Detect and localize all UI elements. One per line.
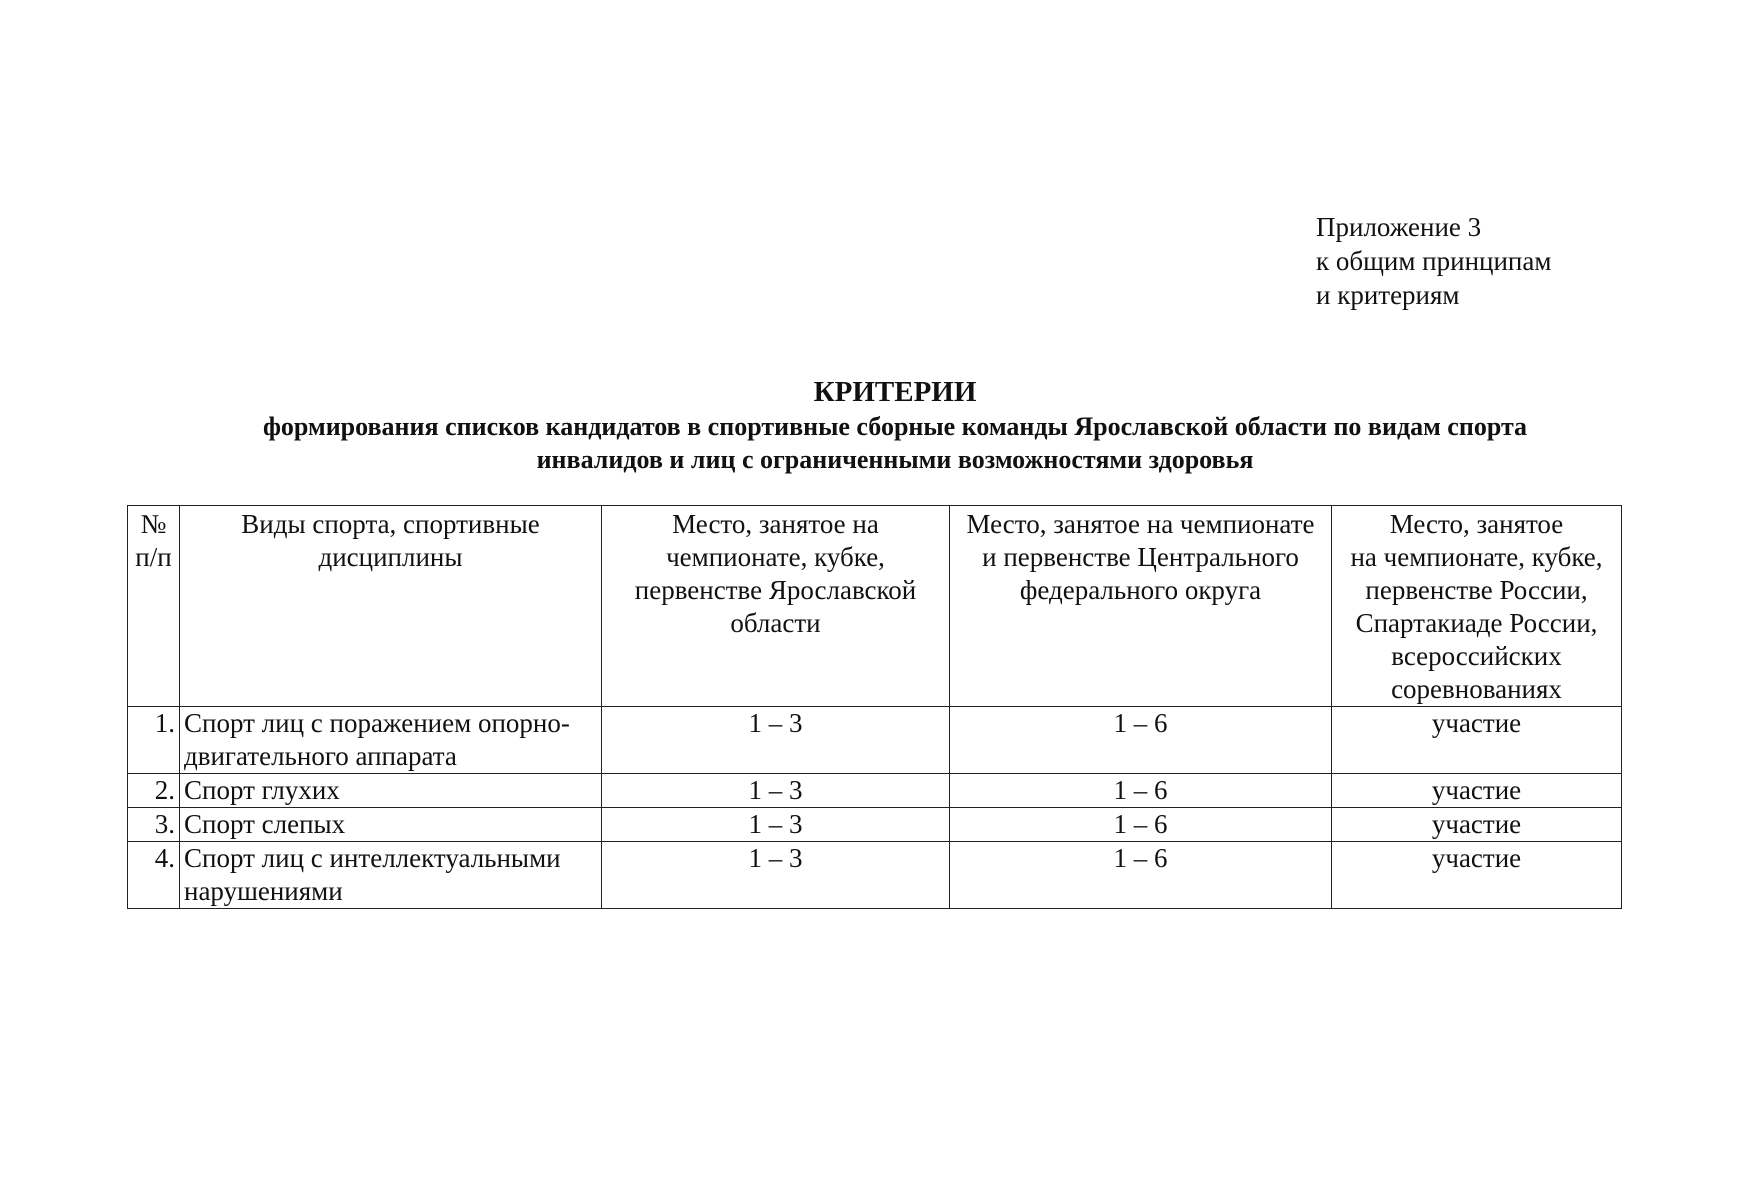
- table-row: [128, 842, 1622, 909]
- criteria-table: [127, 505, 1622, 909]
- row-sport: Спорт лиц с поражением опорно- двигательного аппарата: [180, 707, 602, 774]
- row-russia-place: участие: [1332, 707, 1622, 774]
- row-cfo-place: 1 – 6: [950, 842, 1332, 909]
- row-region-place: 1 – 3: [602, 842, 950, 909]
- row-number: 4.: [128, 842, 180, 909]
- header-num: № п/п: [128, 506, 180, 707]
- subtitle-line-2: инвалидов и лиц с ограниченными возможностями здоровья: [536, 445, 1254, 474]
- document-title: КРИТЕРИИ: [813, 376, 977, 408]
- row-russia-place: участие: [1332, 842, 1622, 909]
- row-region-place: 1 – 3: [602, 808, 950, 842]
- header-sport: Виды спорта, спортивные дисциплины: [180, 506, 602, 707]
- table-row: [128, 774, 1622, 808]
- appendix-note: [1316, 210, 1551, 312]
- row-cfo-place: 1 – 6: [950, 808, 1332, 842]
- row-region-place: 1 – 3: [602, 774, 950, 808]
- appendix-line: и критериям: [1316, 280, 1460, 310]
- row-cfo-place: 1 – 6: [950, 707, 1332, 774]
- appendix-line: Приложение 3: [1316, 212, 1482, 242]
- header-cfo: Место, занятое на чемпионате и первенстве Центрального федерального округа: [950, 506, 1332, 707]
- header-russia: Место, занятое на чемпионате, кубке, первенстве России, Спартакиаде России, всероссийских соревнованиях: [1332, 506, 1622, 707]
- row-russia-place: участие: [1332, 774, 1622, 808]
- row-number: 3.: [128, 808, 180, 842]
- row-sport: Спорт лиц с интеллектуальными нарушениями: [180, 842, 602, 909]
- row-cfo-place: 1 – 6: [950, 774, 1332, 808]
- row-number: 2.: [128, 774, 180, 808]
- row-sport: Спорт слепых: [180, 808, 602, 842]
- row-region-place: 1 – 3: [602, 707, 950, 774]
- document-subtitle: [0, 410, 1762, 476]
- row-russia-place: участие: [1332, 808, 1622, 842]
- row-sport: Спорт глухих: [180, 774, 602, 808]
- row-number: 1.: [128, 707, 180, 774]
- table-header-row: [128, 506, 1622, 707]
- header-region: Место, занятое на чемпионате, кубке, первенстве Ярославской области: [602, 506, 950, 707]
- subtitle-line-1: формирования списков кандидатов в спортивные сборные команды Ярославской области по видам спорта: [262, 412, 1528, 441]
- table-row: [128, 808, 1622, 842]
- table-row: [128, 707, 1622, 774]
- appendix-line: к общим принципам: [1316, 246, 1552, 276]
